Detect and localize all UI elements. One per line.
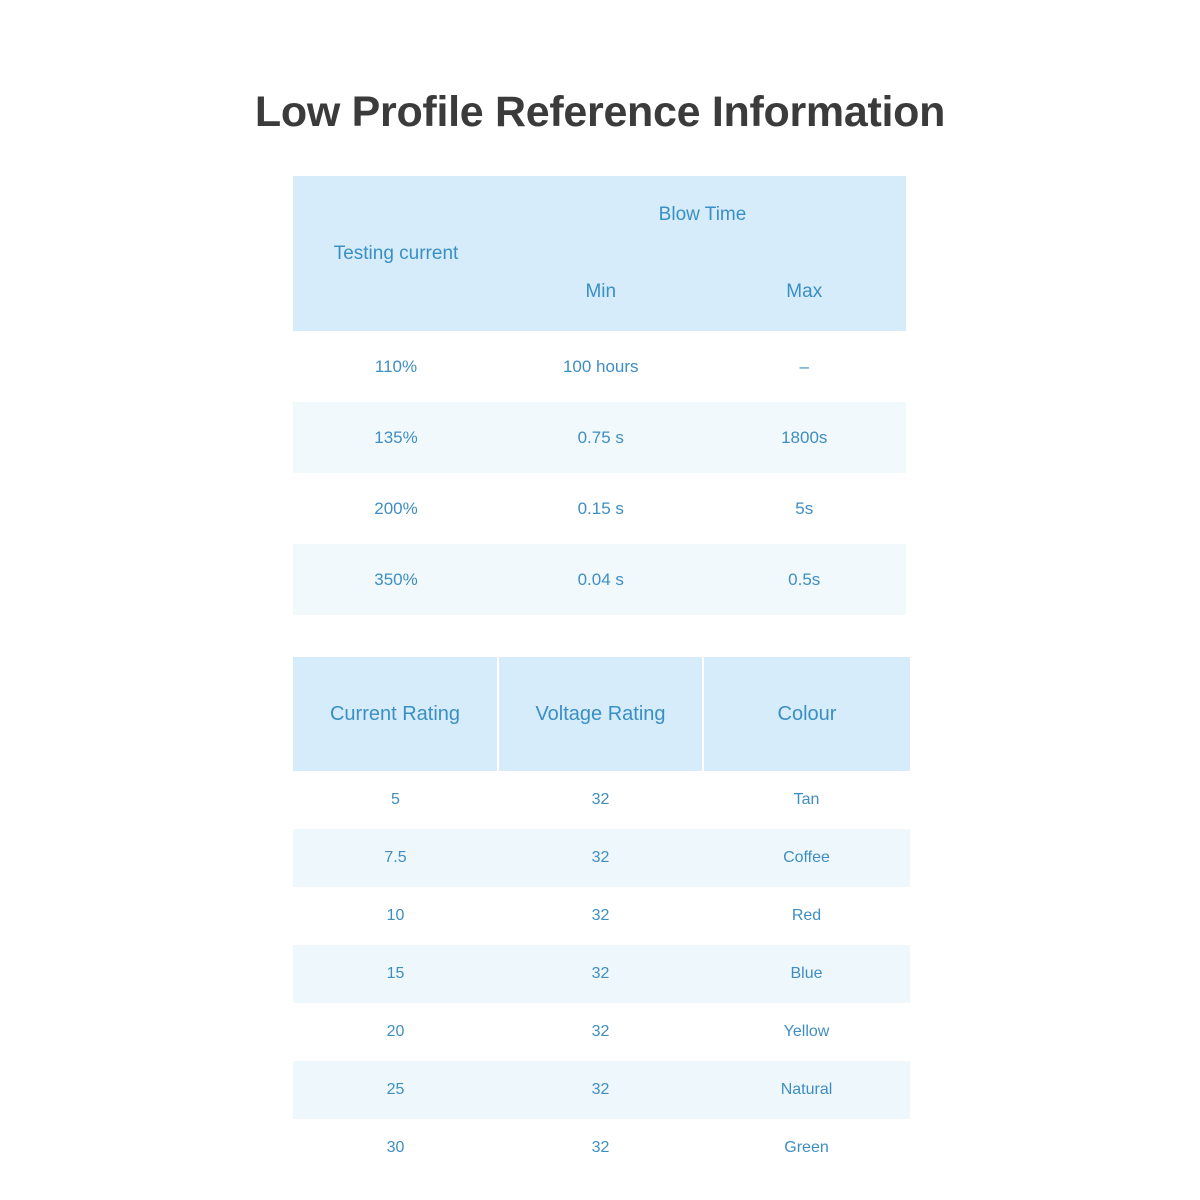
cell-testing-current: 135% xyxy=(293,402,499,473)
table-row xyxy=(293,1061,910,1119)
header-min: Min xyxy=(499,253,703,331)
cell-testing-current: 200% xyxy=(293,473,499,544)
cell-current-rating: 10 xyxy=(293,887,498,945)
table-row xyxy=(293,402,906,473)
cell-blow-time-min: 100 hours xyxy=(499,331,703,402)
table-row xyxy=(293,1003,910,1061)
cell-testing-current: 350% xyxy=(293,544,499,615)
cell-blow-time-max: 1800s xyxy=(703,402,907,473)
cell-colour: Yellow xyxy=(703,1003,910,1061)
cell-current-rating: 7.5 xyxy=(293,829,498,887)
cell-blow-time-min: 0.75 s xyxy=(499,402,703,473)
cell-voltage-rating: 32 xyxy=(498,945,703,1003)
header-current-rating: Current Rating xyxy=(293,657,498,771)
cell-voltage-rating: 32 xyxy=(498,1119,703,1177)
page-title: Low Profile Reference Information xyxy=(254,88,946,136)
cell-colour: Green xyxy=(703,1119,910,1177)
table-row xyxy=(293,473,906,544)
cell-blow-time-min: 0.15 s xyxy=(499,473,703,544)
cell-current-rating: 20 xyxy=(293,1003,498,1061)
cell-colour: Red xyxy=(703,887,910,945)
cell-current-rating: 5 xyxy=(293,771,498,829)
cell-voltage-rating: 32 xyxy=(498,771,703,829)
table-row xyxy=(293,331,906,402)
header-max: Max xyxy=(703,253,907,331)
header-voltage-rating: Voltage Rating xyxy=(498,657,703,771)
cell-blow-time-min: 0.04 s xyxy=(499,544,703,615)
table-row xyxy=(293,544,906,615)
cell-current-rating: 15 xyxy=(293,945,498,1003)
blow-time-table xyxy=(293,176,906,615)
header-colour: Colour xyxy=(703,657,910,771)
cell-blow-time-max: – xyxy=(703,331,907,402)
table-header-row xyxy=(293,657,910,771)
cell-current-rating: 25 xyxy=(293,1061,498,1119)
cell-blow-time-max: 0.5s xyxy=(703,544,907,615)
table-header-row xyxy=(293,176,906,253)
rating-table xyxy=(293,657,910,1177)
table-row xyxy=(293,771,910,829)
cell-colour: Coffee xyxy=(703,829,910,887)
header-blow-time: Blow Time xyxy=(499,176,906,253)
cell-voltage-rating: 32 xyxy=(498,1003,703,1061)
header-testing-current: Testing current xyxy=(293,176,499,331)
cell-colour: Tan xyxy=(703,771,910,829)
cell-colour: Blue xyxy=(703,945,910,1003)
cell-voltage-rating: 32 xyxy=(498,829,703,887)
table-row xyxy=(293,887,910,945)
cell-blow-time-max: 5s xyxy=(703,473,907,544)
table-row xyxy=(293,829,910,887)
cell-testing-current: 110% xyxy=(293,331,499,402)
cell-current-rating: 30 xyxy=(293,1119,498,1177)
cell-voltage-rating: 32 xyxy=(498,1061,703,1119)
table-row xyxy=(293,1119,910,1177)
cell-voltage-rating: 32 xyxy=(498,887,703,945)
table-row xyxy=(293,945,910,1003)
cell-colour: Natural xyxy=(703,1061,910,1119)
